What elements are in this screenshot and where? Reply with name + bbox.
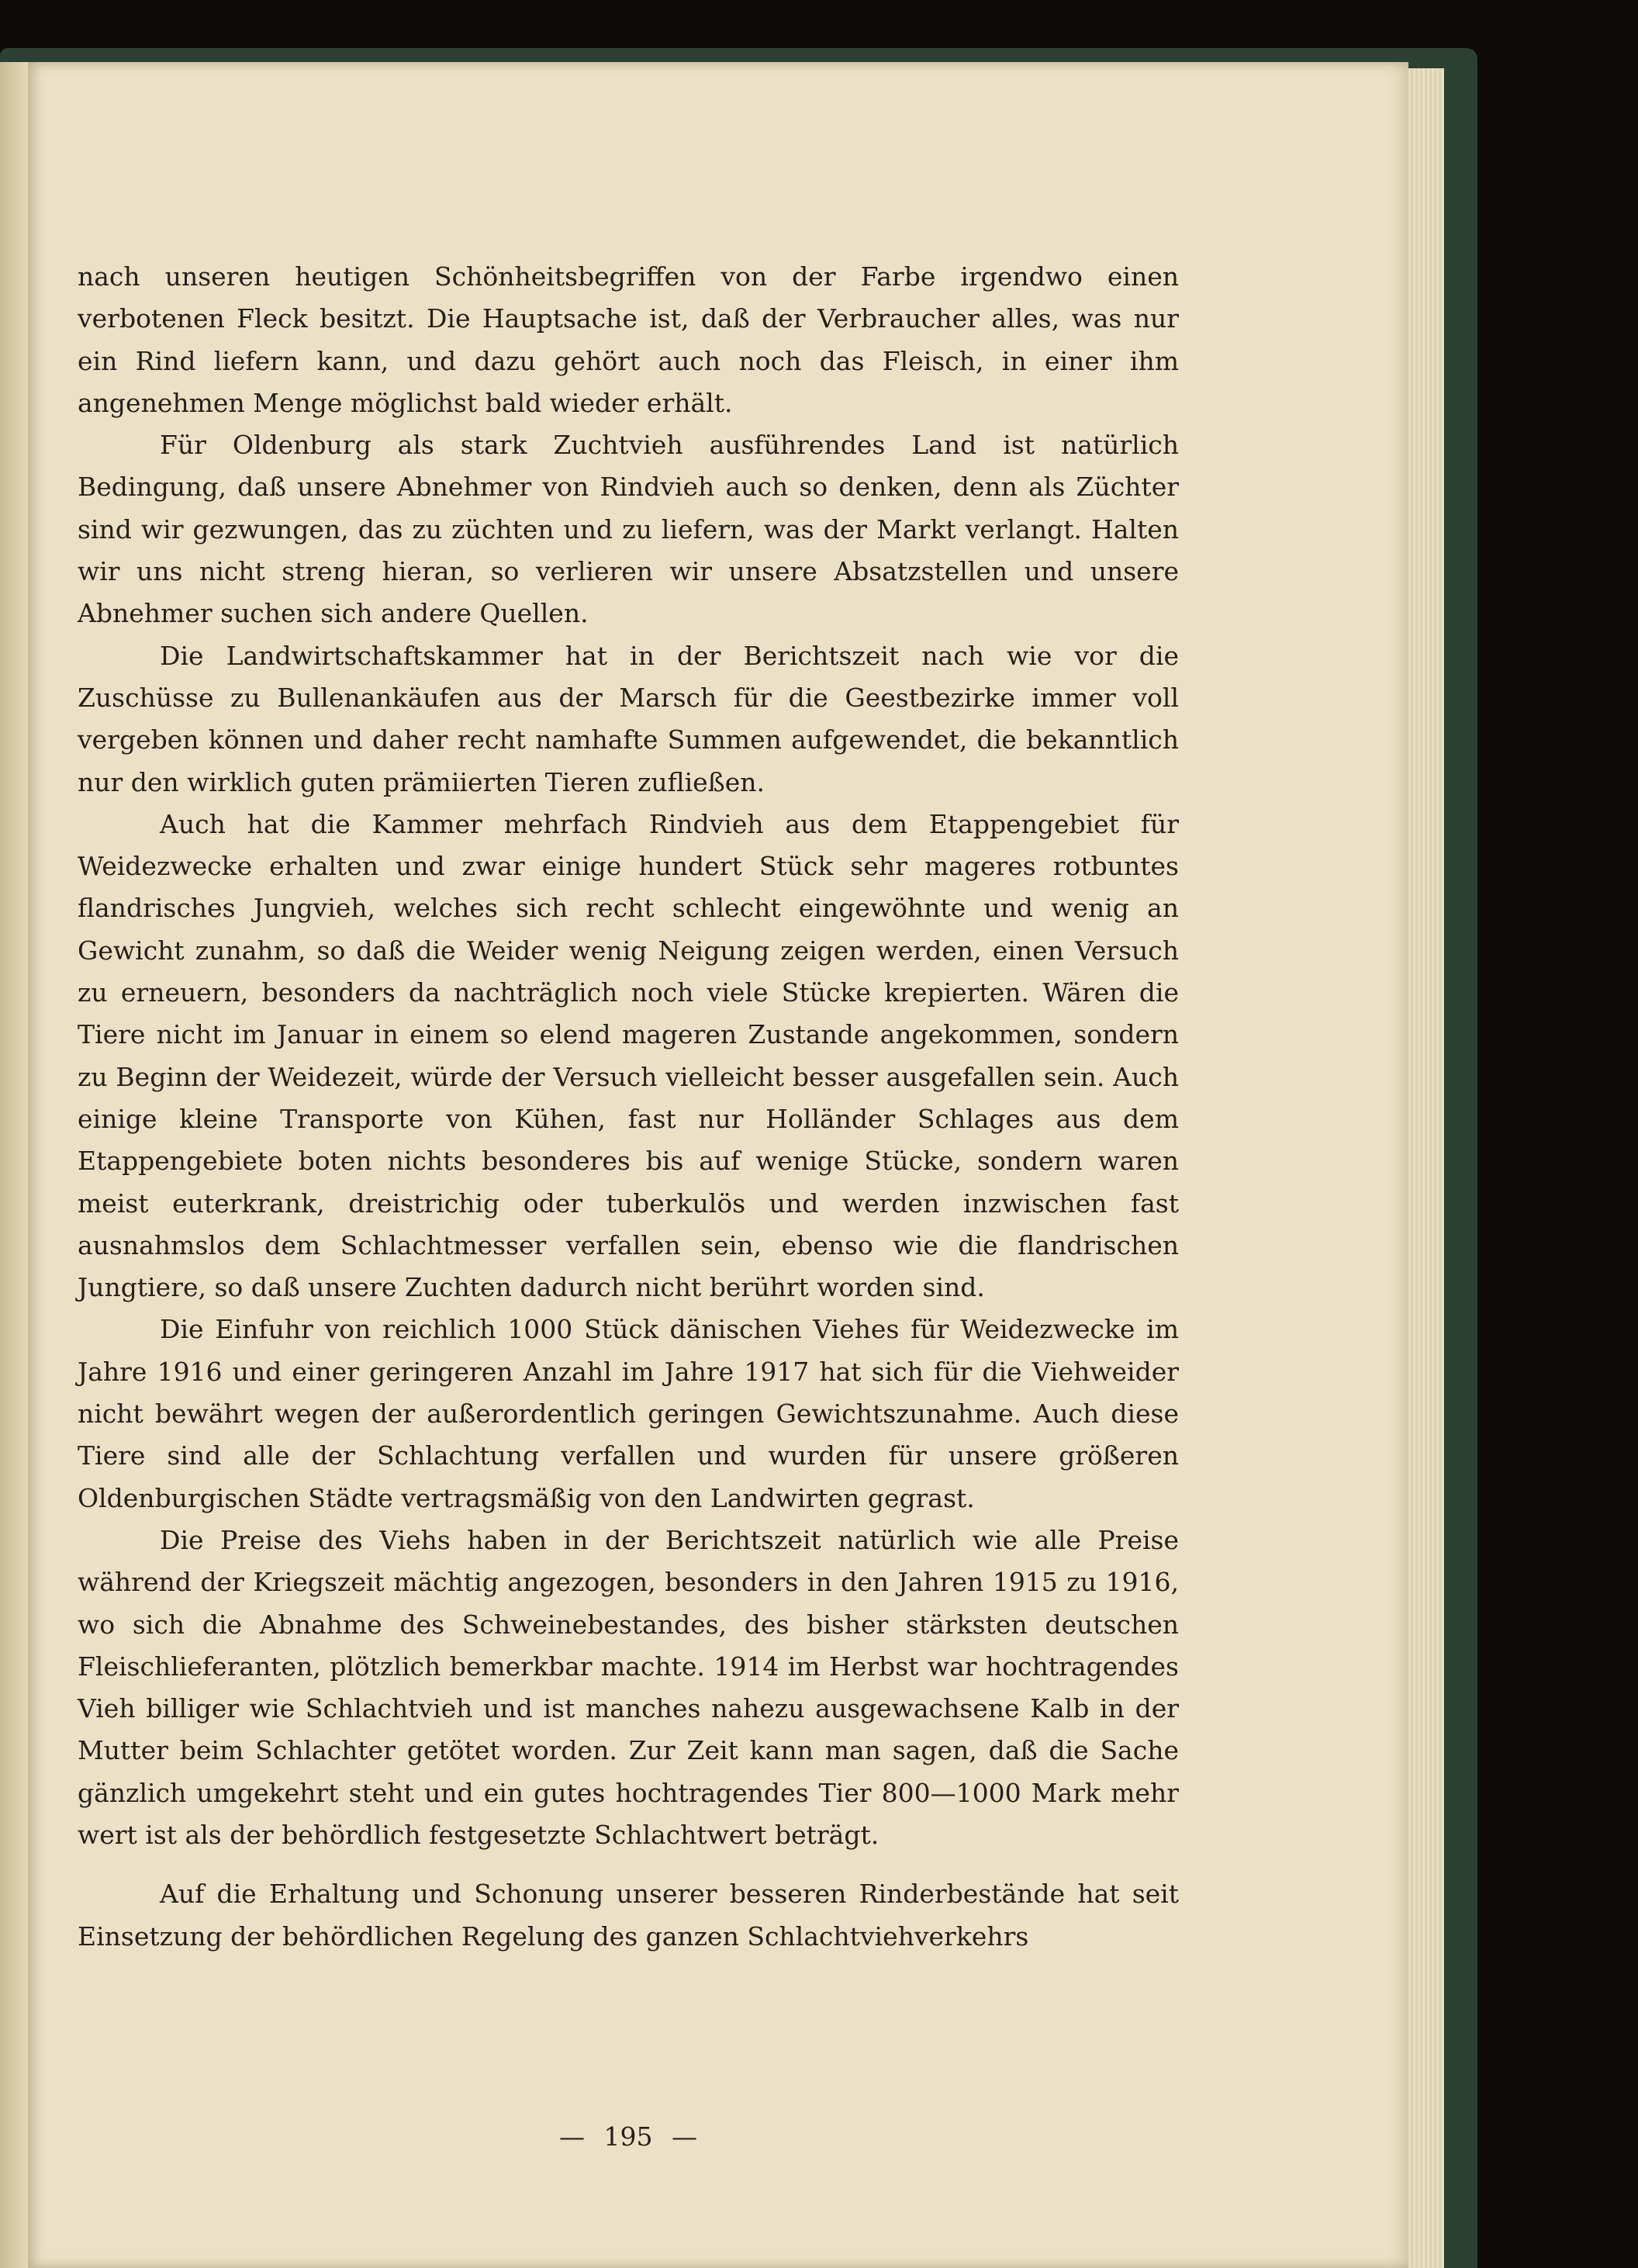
paragraph-7: Auf die Erhaltung und Schonung unserer besseren Rinderbestände hat seit Einsetzung der behördlichen Regelung des ganzen Schlachtviehverkehrs <box>78 1879 1179 1952</box>
body-text <box>78 256 1179 1958</box>
book-page <box>28 62 1408 2268</box>
paragraph-6: Die Preise des Viehs haben in der Berichtszeit natürlich wie alle Preise während der Kriegszeit mächtig angezogen, besonders in den Jahren 1915 zu 1916, wo sich die Abnahme des Schweinebestandes, des bisher stärksten deutschen Fleischlieferanten, plötzlich bemerkbar machte. 1914 im Herbst war hochtragendes Vieh billiger wie Schlachtvieh und ist manches nahezu ausgewachsene Kalb in der Mutter beim Schlachter getötet worden. Zur Zeit kann man sagen, daß die Sache gänzlich umgekehrt steht und ein gutes hochtragendes Tier 800—1000 Mark mehr wert ist als der behördlich festgesetzte Schlachtwert beträgt. <box>78 1524 1179 1850</box>
page-number: — 195 — <box>559 2121 697 2152</box>
facing-page-edge <box>0 62 28 2268</box>
paragraph-2: Für Oldenburg als stark Zuchtvieh ausführendes Land ist natürlich Bedingung, daß unsere Abnehmer von Rindvieh auch so denken, denn als Züchter sind wir gezwungen, das zu züchten und zu liefern, was der Markt verlangt. Halten wir uns nicht streng hieran, so verlieren wir unsere Absatzstellen und unsere Abnehmer suchen sich andere Quellen. <box>78 430 1179 629</box>
paragraph-5: Die Einfuhr von reichlich 1000 Stück dänischen Viehes für Weidezwecke im Jahre 1916 und einer geringeren Anzahl im Jahre 1917 hat sich für die Viehweider nicht bewährt wegen der außerordentlich geringen Gewichtszunahme. Auch diese Tiere sind alle der Schlachtung verfallen und wurden für unsere größeren Oldenburgischen Städte vertragsmäßig von den Landwirten gegrast. <box>78 1314 1179 1513</box>
paragraph-3: Die Landwirtschaftskammer hat in der Berichtszeit nach wie vor die Zuschüsse zu Bullenankäufen aus der Marsch für die Geestbezirke immer voll vergeben können und daher recht namhafte Summen aufgewendet, die bekanntlich nur den wirklich guten prämiierten Tieren zufließen. <box>78 640 1179 797</box>
paragraph-4: Auch hat die Kammer mehrfach Rindvieh aus dem Etappengebiet für Weidezwecke erhalten und zwar einige hundert Stück sehr mageres rotbuntes flandrisches Jungvieh, welches sich recht schlecht eingewöhnte und wenig an Gewicht zunahm, so daß die Weider wenig Neigung zeigen werden, einen Versuch zu erneuern, besonders da nachträglich noch viele Stücke krepierten. Wären die Tiere nicht im Januar in einem so elend mageren Zustande angekommen, sondern zu Beginn der Weidezeit, würde der Versuch vielleicht besser ausgefallen sein. Auch einige kleine Transporte von Kühen, fast nur Holländer Schlages aus dem Etappengebiete boten nichts besonderes bis auf wenige Stücke, sondern waren meist euterkrank, dreistrichig oder tuberkulös und werden inzwischen fast ausnahmslos dem Schlachtmesser verfallen sein, ebenso wie die flandrischen Jungtiere, so daß unsere Zuchten dadurch nicht berührt worden sind. <box>78 808 1179 1303</box>
paragraph-1: nach unseren heutigen Schönheitsbegriffen von der Farbe irgendwo einen verbotenen Fleck besitzt. Die Hauptsache ist, daß der Verbraucher alles, was nur ein Rind liefern kann, und dazu gehört auch noch das Fleisch, in einer ihm angenehmen Menge möglichst bald wieder erhält. <box>78 261 1179 418</box>
